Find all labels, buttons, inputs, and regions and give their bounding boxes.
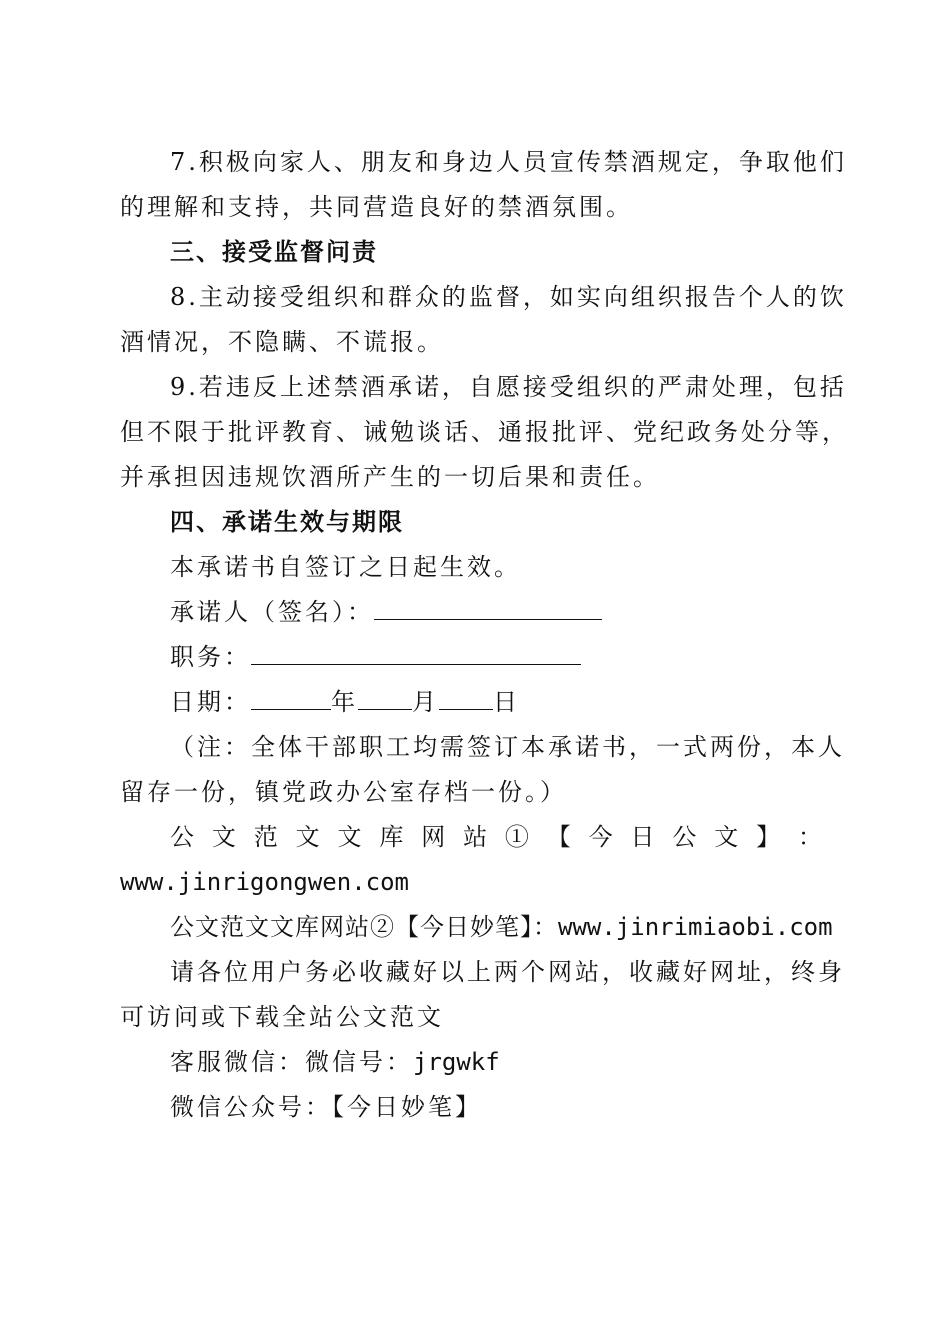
site-2-row <box>170 912 833 942</box>
item-7-line-1: 7.积极向家人、朋友和身边人员宣传禁酒规定，争取他们 <box>170 148 847 176</box>
position-row <box>170 642 822 672</box>
section-4-heading: 四、承诺生效与期限 <box>170 508 404 536</box>
official-account: 微信公众号：【今日妙笔】 <box>170 1093 482 1121</box>
date-row <box>170 687 822 717</box>
signature-blank[interactable] <box>374 597 602 620</box>
site-1-url[interactable]: www.jinrigongwen.com <box>120 868 409 896</box>
date-month-label: 月 <box>412 688 439 716</box>
note-line-1: （注：全体干部职工均需签订本承诺书，一式两份，本人 <box>170 733 845 761</box>
service-row <box>170 1047 822 1077</box>
item-8-line-1: 8.主动接受组织和群众的监督，如实向组织报告个人的饮 <box>170 283 847 311</box>
notice-line-1: 请各位用户务必收藏好以上两个网站，收藏好网址，终身 <box>170 958 845 986</box>
site-2-url[interactable]: www.jinrimiaobi.com <box>558 913 833 941</box>
date-year-blank[interactable] <box>251 687 331 710</box>
date-year-label: 年 <box>331 688 358 716</box>
service-id: jrgwkf <box>413 1048 500 1076</box>
signature-row <box>170 597 822 627</box>
item-8-line-2: 酒情况，不隐瞒、不谎报。 <box>120 328 444 356</box>
service-label: 客服微信：微信号： <box>170 1048 413 1076</box>
notice-line-2: 可访问或下载全站公文范文 <box>120 1003 444 1031</box>
date-day-blank[interactable] <box>439 687 493 710</box>
item-7-line-2: 的理解和支持，共同营造良好的禁酒氛围。 <box>120 193 633 221</box>
signature-label: 承诺人（签名）： <box>170 598 374 626</box>
position-blank[interactable] <box>251 642 581 665</box>
date-day-label: 日 <box>493 688 520 716</box>
item-9-line-2: 但不限于批评教育、诫勉谈话、通报批评、党纪政务处分等， <box>120 418 849 446</box>
item-9-line-1: 9.若违反上述禁酒承诺，自愿接受组织的严肃处理，包括 <box>170 373 847 401</box>
site-1-line-1: 公 文 范 文 文 库 网 站 ① 【 今 日 公 文 】 ： <box>170 823 822 851</box>
position-label: 职务： <box>170 643 251 671</box>
date-month-blank[interactable] <box>358 687 412 710</box>
site-2-label: 公文范文文库网站②【今日妙笔】： <box>170 913 558 941</box>
effective-text: 本承诺书自签订之日起生效。 <box>170 553 521 581</box>
note-line-2: 留存一份，镇党政办公室存档一份。） <box>120 778 567 806</box>
section-3-heading: 三、接受监督问责 <box>170 238 378 266</box>
date-label: 日期： <box>170 688 251 716</box>
item-9-line-3: 并承担因违规饮酒所产生的一切后果和责任。 <box>120 463 660 491</box>
